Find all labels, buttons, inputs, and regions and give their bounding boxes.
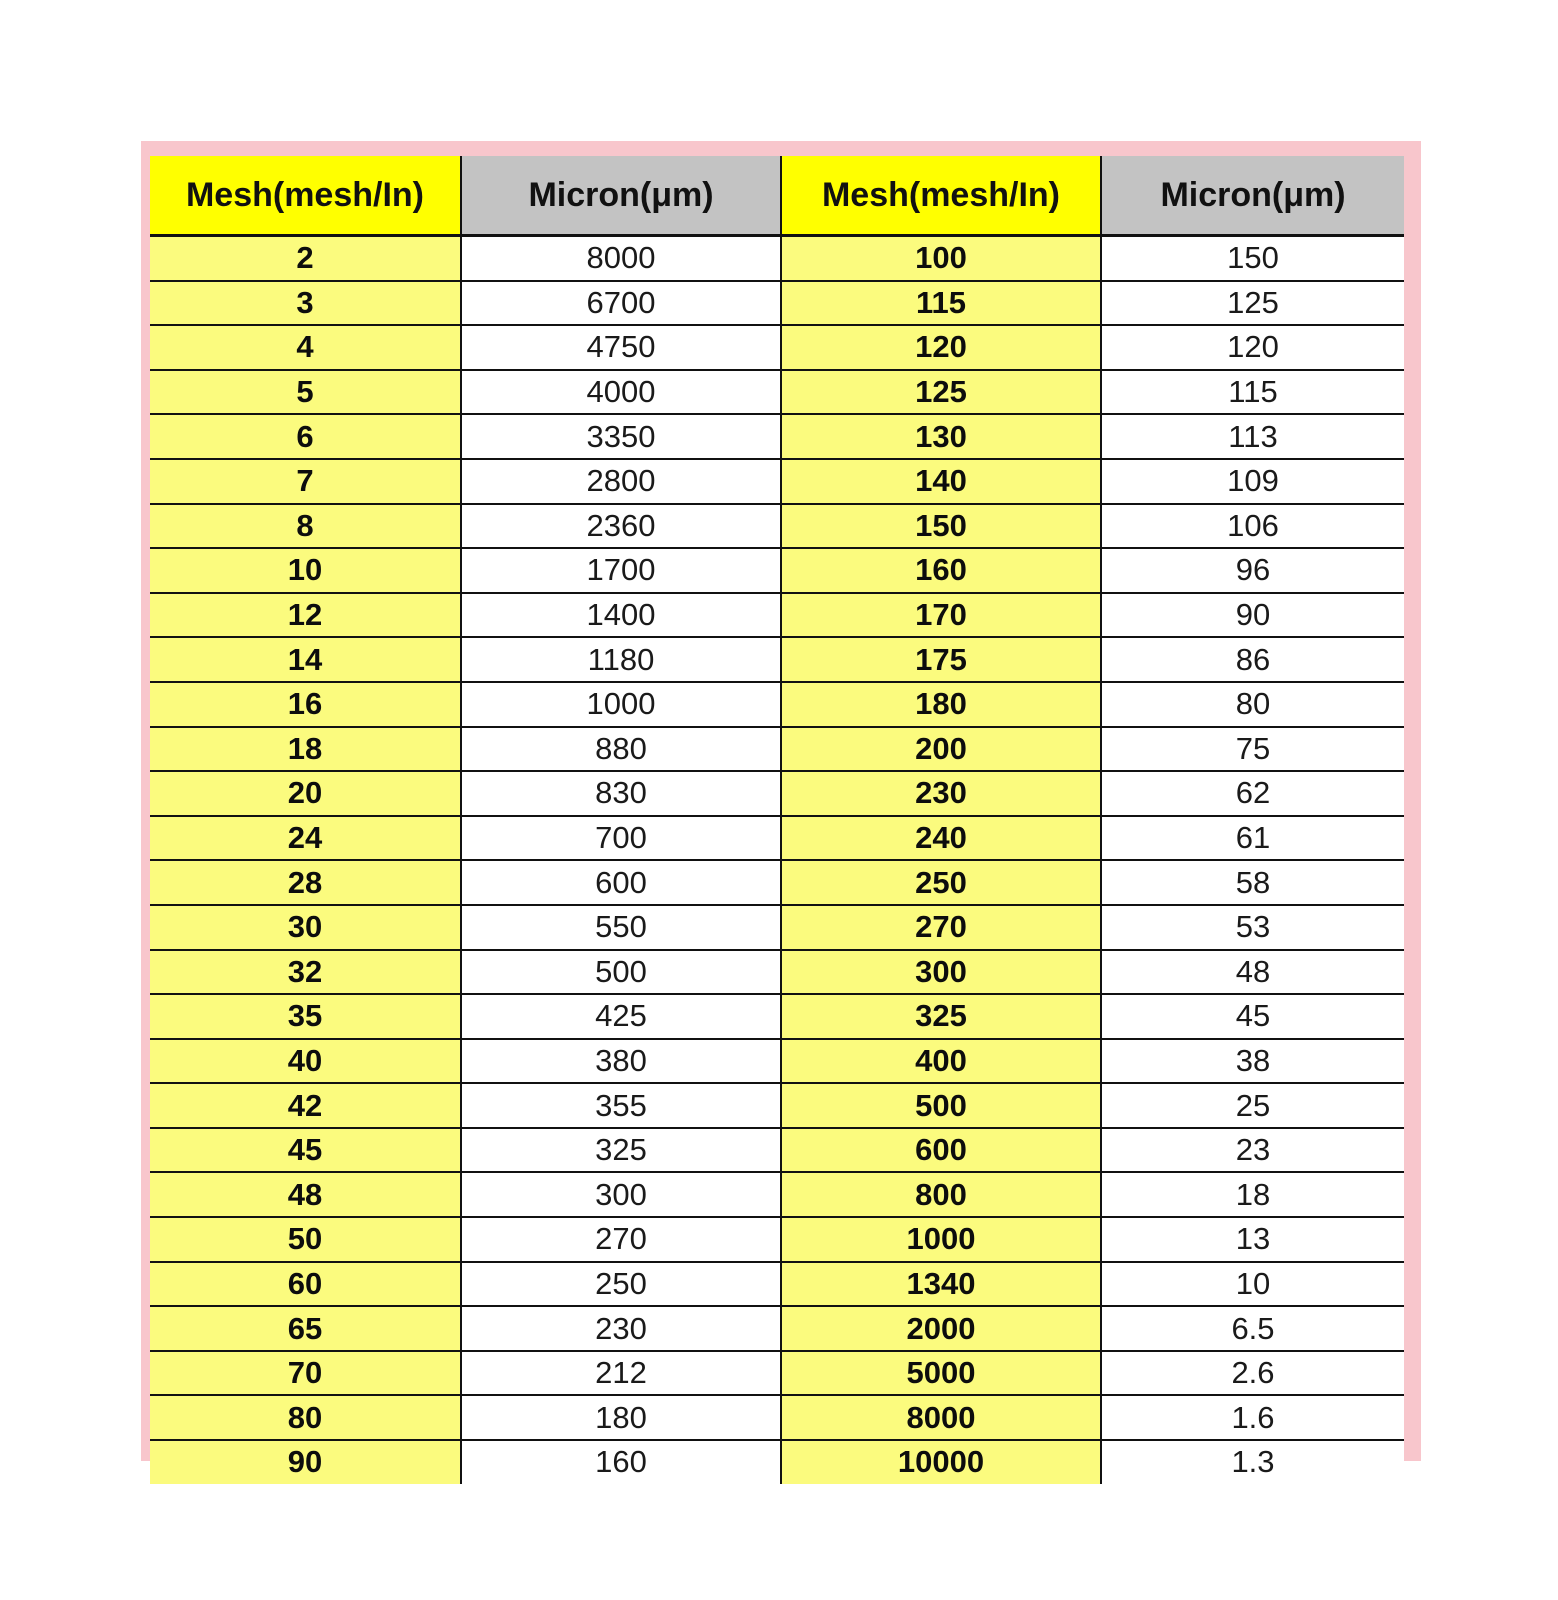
- micron-left-cell: 550: [461, 905, 781, 950]
- micron-right-cell: 120: [1101, 325, 1404, 370]
- mesh-left-cell: 30: [150, 905, 461, 950]
- micron-left-cell: 8000: [461, 236, 781, 281]
- table-row: [150, 637, 1404, 682]
- mesh-right-cell: 600: [781, 1128, 1101, 1173]
- micron-left-cell: 160: [461, 1440, 781, 1484]
- micron-left-cell: 3350: [461, 414, 781, 459]
- table-row: [150, 459, 1404, 504]
- mesh-left-cell: 18: [150, 727, 461, 772]
- mesh-right-cell: 400: [781, 1039, 1101, 1084]
- mesh-left-cell: 35: [150, 994, 461, 1039]
- mesh-right-cell: 1000: [781, 1217, 1101, 1262]
- table-row: [150, 950, 1404, 995]
- table-row: [150, 370, 1404, 415]
- micron-left-cell: 1000: [461, 682, 781, 727]
- micron-left-cell: 830: [461, 771, 781, 816]
- mesh-left-cell: 14: [150, 637, 461, 682]
- header-micron-right: Micron(μm): [1101, 156, 1404, 236]
- mesh-right-cell: 115: [781, 281, 1101, 326]
- mesh-micron-table-sheet: [150, 156, 1404, 1480]
- micron-left-cell: 880: [461, 727, 781, 772]
- table-row: [150, 1262, 1404, 1307]
- mesh-right-cell: 150: [781, 504, 1101, 549]
- micron-right-cell: 58: [1101, 860, 1404, 905]
- table-row: [150, 682, 1404, 727]
- mesh-right-cell: 140: [781, 459, 1101, 504]
- mesh-left-cell: 7: [150, 459, 461, 504]
- table-row: [150, 1172, 1404, 1217]
- table-row: [150, 1395, 1404, 1440]
- mesh-right-cell: 200: [781, 727, 1101, 772]
- table-row: [150, 1440, 1404, 1484]
- micron-left-cell: 2800: [461, 459, 781, 504]
- table-row: [150, 593, 1404, 638]
- micron-left-cell: 300: [461, 1172, 781, 1217]
- micron-right-cell: 109: [1101, 459, 1404, 504]
- micron-right-cell: 23: [1101, 1128, 1404, 1173]
- mesh-left-cell: 40: [150, 1039, 461, 1084]
- mesh-left-cell: 50: [150, 1217, 461, 1262]
- mesh-left-cell: 90: [150, 1440, 461, 1484]
- mesh-left-cell: 48: [150, 1172, 461, 1217]
- micron-right-cell: 106: [1101, 504, 1404, 549]
- micron-right-cell: 80: [1101, 682, 1404, 727]
- micron-right-cell: 113: [1101, 414, 1404, 459]
- micron-right-cell: 18: [1101, 1172, 1404, 1217]
- mesh-right-cell: 130: [781, 414, 1101, 459]
- mesh-right-cell: 125: [781, 370, 1101, 415]
- mesh-right-cell: 800: [781, 1172, 1101, 1217]
- mesh-left-cell: 80: [150, 1395, 461, 1440]
- mesh-micron-table: [150, 156, 1404, 1484]
- micron-right-cell: 61: [1101, 816, 1404, 861]
- micron-left-cell: 250: [461, 1262, 781, 1307]
- table-row: [150, 1128, 1404, 1173]
- micron-right-cell: 150: [1101, 236, 1404, 281]
- mesh-right-cell: 230: [781, 771, 1101, 816]
- table-row: [150, 816, 1404, 861]
- micron-left-cell: 6700: [461, 281, 781, 326]
- mesh-left-cell: 2: [150, 236, 461, 281]
- mesh-left-cell: 32: [150, 950, 461, 995]
- header-mesh-left: Mesh(mesh/In): [150, 156, 461, 236]
- micron-left-cell: 1700: [461, 548, 781, 593]
- table-row: [150, 1217, 1404, 1262]
- table-row: [150, 504, 1404, 549]
- micron-right-cell: 125: [1101, 281, 1404, 326]
- micron-right-cell: 96: [1101, 548, 1404, 593]
- micron-right-cell: 53: [1101, 905, 1404, 950]
- table-row: [150, 1039, 1404, 1084]
- micron-left-cell: 355: [461, 1083, 781, 1128]
- micron-left-cell: 4750: [461, 325, 781, 370]
- mesh-right-cell: 250: [781, 860, 1101, 905]
- mesh-right-cell: 5000: [781, 1351, 1101, 1396]
- micron-left-cell: 600: [461, 860, 781, 905]
- micron-left-cell: 380: [461, 1039, 781, 1084]
- table-row: [150, 905, 1404, 950]
- micron-left-cell: 500: [461, 950, 781, 995]
- mesh-left-cell: 45: [150, 1128, 461, 1173]
- header-row: [150, 156, 1404, 236]
- mesh-left-cell: 16: [150, 682, 461, 727]
- table-row: [150, 994, 1404, 1039]
- mesh-right-cell: 1340: [781, 1262, 1101, 1307]
- micron-left-cell: 180: [461, 1395, 781, 1440]
- micron-left-cell: 2360: [461, 504, 781, 549]
- mesh-left-cell: 12: [150, 593, 461, 638]
- table-body: [150, 236, 1404, 1484]
- micron-right-cell: 75: [1101, 727, 1404, 772]
- mesh-left-cell: 3: [150, 281, 461, 326]
- micron-left-cell: 230: [461, 1306, 781, 1351]
- mesh-right-cell: 180: [781, 682, 1101, 727]
- mesh-left-cell: 24: [150, 816, 461, 861]
- mesh-left-cell: 5: [150, 370, 461, 415]
- mesh-left-cell: 65: [150, 1306, 461, 1351]
- table-row: [150, 236, 1404, 281]
- mesh-right-cell: 8000: [781, 1395, 1101, 1440]
- mesh-left-cell: 10: [150, 548, 461, 593]
- mesh-right-cell: 270: [781, 905, 1101, 950]
- mesh-left-cell: 4: [150, 325, 461, 370]
- micron-left-cell: 212: [461, 1351, 781, 1396]
- mesh-left-cell: 20: [150, 771, 461, 816]
- mesh-right-cell: 10000: [781, 1440, 1101, 1484]
- mesh-right-cell: 100: [781, 236, 1101, 281]
- mesh-right-cell: 120: [781, 325, 1101, 370]
- table-row: [150, 414, 1404, 459]
- header-mesh-right: Mesh(mesh/In): [781, 156, 1101, 236]
- micron-right-cell: 86: [1101, 637, 1404, 682]
- mesh-right-cell: 170: [781, 593, 1101, 638]
- micron-right-cell: 13: [1101, 1217, 1404, 1262]
- table-row: [150, 281, 1404, 326]
- mesh-right-cell: 300: [781, 950, 1101, 995]
- micron-right-cell: 1.3: [1101, 1440, 1404, 1484]
- micron-right-cell: 90: [1101, 593, 1404, 638]
- micron-left-cell: 325: [461, 1128, 781, 1173]
- micron-right-cell: 38: [1101, 1039, 1404, 1084]
- table-row: [150, 548, 1404, 593]
- table-row: [150, 727, 1404, 772]
- micron-left-cell: 1400: [461, 593, 781, 638]
- mesh-right-cell: 500: [781, 1083, 1101, 1128]
- mesh-right-cell: 2000: [781, 1306, 1101, 1351]
- mesh-right-cell: 240: [781, 816, 1101, 861]
- table-row: [150, 325, 1404, 370]
- micron-left-cell: 4000: [461, 370, 781, 415]
- table-row: [150, 1083, 1404, 1128]
- micron-right-cell: 2.6: [1101, 1351, 1404, 1396]
- mesh-left-cell: 6: [150, 414, 461, 459]
- mesh-left-cell: 28: [150, 860, 461, 905]
- mesh-right-cell: 175: [781, 637, 1101, 682]
- micron-right-cell: 45: [1101, 994, 1404, 1039]
- micron-right-cell: 6.5: [1101, 1306, 1404, 1351]
- table-row: [150, 771, 1404, 816]
- micron-right-cell: 25: [1101, 1083, 1404, 1128]
- mesh-right-cell: 160: [781, 548, 1101, 593]
- micron-left-cell: 1180: [461, 637, 781, 682]
- micron-right-cell: 48: [1101, 950, 1404, 995]
- mesh-left-cell: 70: [150, 1351, 461, 1396]
- micron-left-cell: 700: [461, 816, 781, 861]
- mesh-left-cell: 42: [150, 1083, 461, 1128]
- table-row: [150, 1306, 1404, 1351]
- mesh-left-cell: 60: [150, 1262, 461, 1307]
- micron-left-cell: 270: [461, 1217, 781, 1262]
- micron-right-cell: 115: [1101, 370, 1404, 415]
- micron-right-cell: 1.6: [1101, 1395, 1404, 1440]
- table-row: [150, 860, 1404, 905]
- micron-right-cell: 62: [1101, 771, 1404, 816]
- header-micron-left: Micron(μm): [461, 156, 781, 236]
- table-row: [150, 1351, 1404, 1396]
- micron-left-cell: 425: [461, 994, 781, 1039]
- mesh-left-cell: 8: [150, 504, 461, 549]
- micron-right-cell: 10: [1101, 1262, 1404, 1307]
- mesh-right-cell: 325: [781, 994, 1101, 1039]
